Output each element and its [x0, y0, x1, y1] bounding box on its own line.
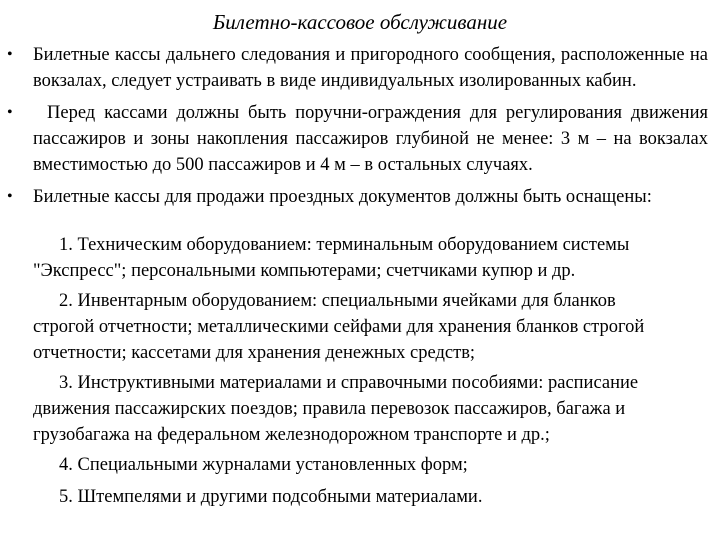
- list-item-continuation: движения пассажирских поездов; правила перевозок пассажиров, багажа и грузобагажа на федеральном железнодорожном транспорте и др.;: [33, 399, 626, 445]
- bullet-dot-icon: •: [7, 46, 13, 63]
- list-item-first-line: 3. Инструктивными материалами и справочными пособиями: расписание: [59, 373, 639, 393]
- bullet-dot-icon: •: [7, 104, 13, 121]
- list-item-first-line: 4. Специальными журналами установленных форм;: [59, 455, 468, 475]
- list-item-journals: [0, 452, 720, 478]
- bullet-item-kiosks: [0, 42, 720, 94]
- bullet-dot-icon: •: [7, 188, 13, 205]
- slide-title: Билетно-кассовое обслуживание: [212, 10, 508, 34]
- list-item-first-line: 5. Штемпелями и другими подсобными материалами.: [59, 487, 483, 507]
- bullet-text: Билетные кассы для продажи проездных документов должны быть оснащены:: [33, 187, 652, 207]
- list-item-first-line: 2. Инвентарным оборудованием: специальными ячейками для бланков: [59, 291, 616, 311]
- list-item-inventory: [0, 288, 720, 366]
- bullet-item-equipment: [0, 184, 720, 210]
- list-item-stamps: [0, 484, 720, 510]
- equipment-list: [0, 232, 720, 514]
- list-item-instructional: [0, 370, 720, 448]
- bullet-text: Билетные кассы дальнего следования и пригородного сообщения, расположенные на вокзалах, следует устраивать в виде индивидуальных изолированных кабин.: [33, 45, 708, 91]
- bullet-list: [0, 42, 720, 216]
- bullet-text: Перед кассами должны быть поручни-ограждения для регулирования движения пассажиров и зоны накопления пассажиров глубиной не менее: 3 м – на вокзалах вместимостью до 500 пассажиров и 4 м – в остальных случаях.: [33, 103, 708, 175]
- list-item-continuation: строгой отчетности; металлическими сейфами для хранения бланков строгой отчетности; кассетами для хранения денежных средств;: [33, 317, 645, 363]
- list-item-continuation: "Экспресс"; персональными компьютерами; счетчиками купюр и др.: [33, 261, 576, 281]
- bullet-item-railings: [0, 100, 720, 178]
- list-item-first-line: 1. Техническим оборудованием: терминальным оборудованием системы: [59, 235, 630, 255]
- list-item-technical: [0, 232, 720, 284]
